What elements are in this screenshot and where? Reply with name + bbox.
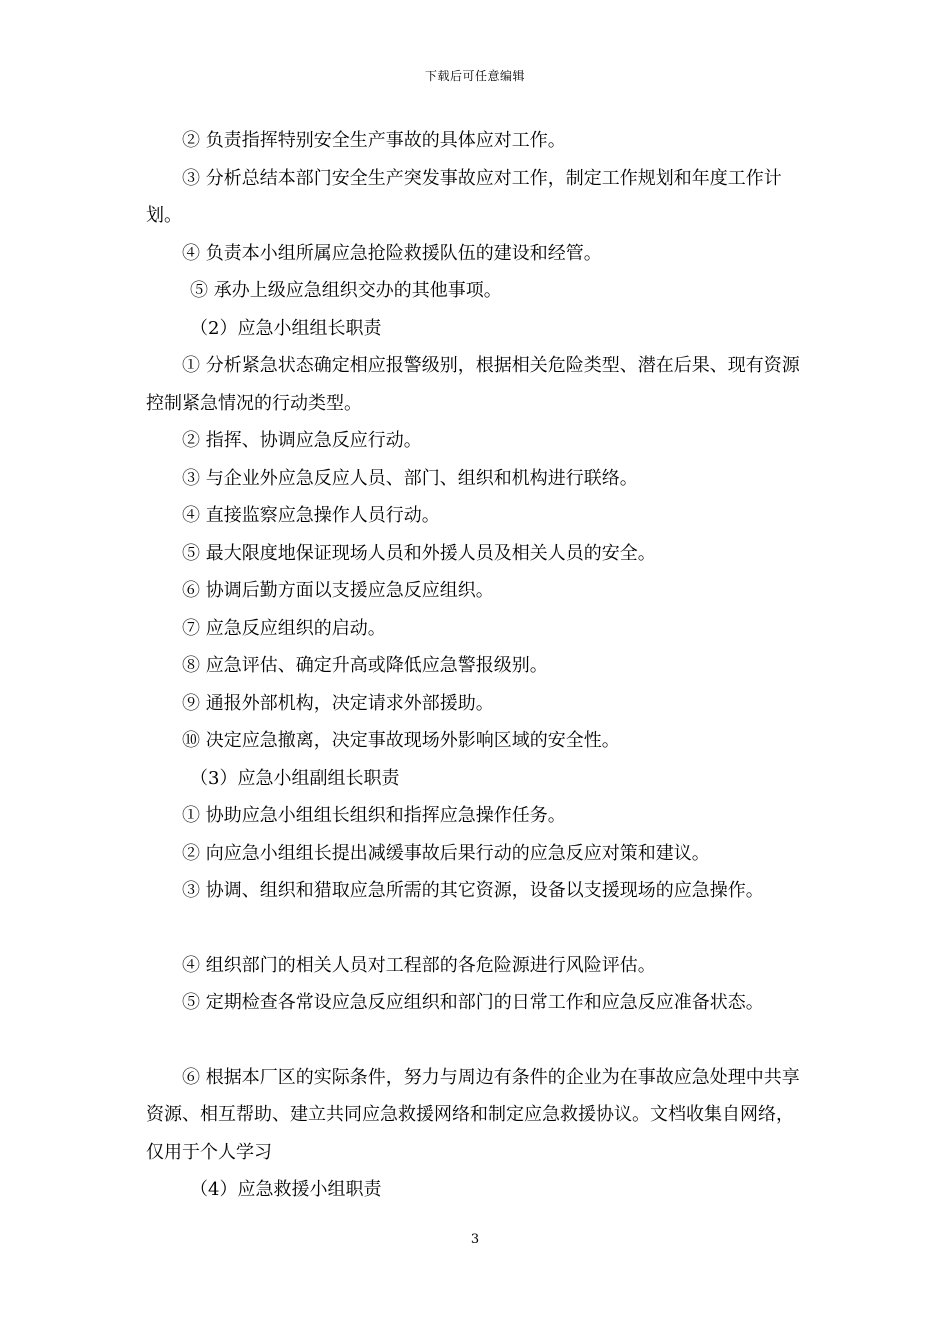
section-heading: （4）应急救援小组职责 — [190, 1179, 382, 1200]
section-heading: （3）应急小组副组长职责 — [190, 767, 400, 789]
page-header: 下载后可任意编辑 — [424, 69, 525, 83]
paragraph: ⑦ 应急反应组织的启动。 — [182, 617, 386, 639]
paragraph: ④ 直接监察应急操作人员行动。 — [182, 505, 440, 526]
paragraph: ⑤ 定期检查各常设应急反应组织和部门的日常工作和应急反应准备状态。 — [182, 992, 764, 1013]
page-number: 3 — [470, 1232, 480, 1247]
paragraph: ④ 组织部门的相关人员对工程部的各危险源进行风险评估。 — [182, 954, 656, 976]
paragraph-spacer — [146, 1022, 810, 1059]
paragraph: ③ 与企业外应急反应人员、部门、组织和机构进行联络。 — [182, 467, 638, 489]
paragraph: ⑩ 决定应急撤离，决定事故现场外影响区域的安全性。 — [182, 730, 620, 751]
paragraph: ② 指挥、协调应急反应行动。 — [182, 430, 422, 451]
paragraph: ③ 协调、组织和猎取应急所需的其它资源，设备以支援现场的应急操作。 — [182, 880, 764, 901]
paragraph: ④ 负责本小组所属应急抢险救援队伍的建设和经管。 — [182, 242, 602, 264]
section-heading: （2）应急小组组长职责 — [190, 317, 382, 339]
paragraph: ② 负责指挥特别安全生产事故的具体应对工作。 — [182, 130, 566, 151]
paragraph: ⑨ 通报外部机构，决定请求外部援助。 — [182, 692, 494, 714]
paragraph: ② 向应急小组组长提出减缓事故后果行动的应急反应对策和建议。 — [182, 842, 710, 864]
paragraph: ⑧ 应急评估、确定升高或降低应急警报级别。 — [182, 655, 548, 676]
paragraph: ⑥ 协调后勤方面以支援应急反应组织。 — [182, 580, 494, 601]
paragraph-spacer — [146, 910, 810, 947]
paragraph: ⑥ 根据本厂区的实际条件，努力与周边有条件的企业为在事故应急处理中共享资源、相互帮助、建立共同应急救援网络和制定应急救援协议。文档收集自网络，仅用于个人学习 — [146, 1066, 800, 1163]
paragraph: ③ 分析总结本部门安全生产突发事故应对工作，制定工作规划和年度工作计划。 — [146, 167, 782, 226]
paragraph: ⑤ 承办上级应急组织交办的其他事项。 — [190, 280, 502, 301]
paragraph: ① 分析紧急状态确定相应报警级别，根据相关危险类型、潜在后果、现有资源控制紧急情况的行动类型。 — [146, 355, 800, 414]
paragraph: ① 协助应急小组组长组织和指挥应急操作任务。 — [182, 805, 566, 826]
document-body — [146, 122, 810, 1209]
paragraph: ⑤ 最大限度地保证现场人员和外援人员及相关人员的安全。 — [182, 542, 656, 564]
